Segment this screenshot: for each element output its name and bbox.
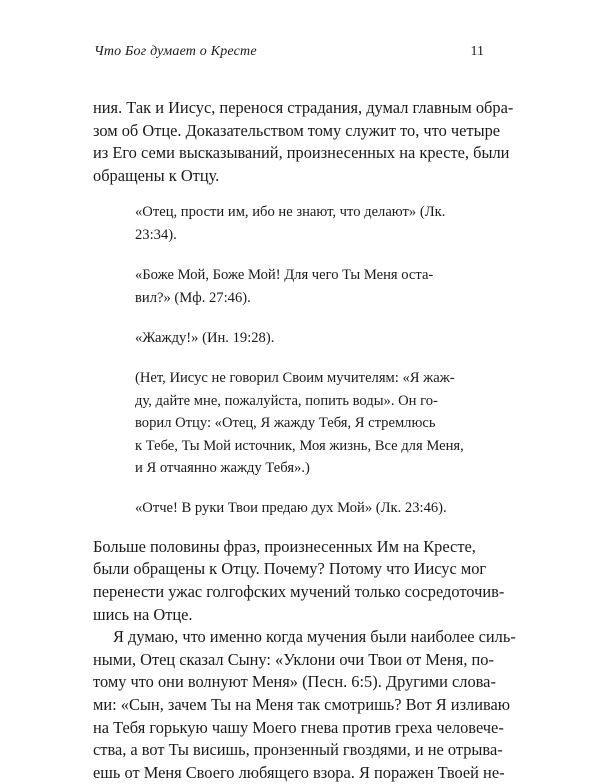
text-line: шись на Отце. <box>93 604 193 624</box>
quote-line: ду, дайте мне, пожалуйста, попить воды». Он го- <box>135 392 438 409</box>
running-head <box>94 44 484 64</box>
text-line: перенести ужас голгофских мучений только сосредоточив- <box>93 582 505 602</box>
quote-line: «Отец, прости им, ибо не знают, что делают» (Лк. <box>135 204 446 221</box>
quote-john-19-28 <box>135 327 485 349</box>
running-head-title: Что Бог думает о Кресте <box>94 44 257 59</box>
body-text <box>93 97 516 784</box>
quote-line: вил?» (Мф. 27:46). <box>135 289 251 306</box>
intro-paragraph <box>93 97 514 187</box>
text-line: Я думаю, что именно когда мучения были наиболее силь- <box>113 627 516 647</box>
text-line: ными, Отец сказал Сыну: «Уклони очи Твои от Меня, по- <box>93 649 494 669</box>
paragraph-more-than-half <box>93 536 505 626</box>
quote-line: (Нет, Иисус не говорил Своим мучителям: «Я жаж- <box>135 370 455 387</box>
quote-line: 23:34). <box>135 226 177 243</box>
quote-line: «Боже Мой, Боже Мой! Для чего Ты Меня оста- <box>135 267 434 284</box>
text-line: тому что они волнуют Меня» (Песн. 6:5). Другими слова- <box>93 672 496 692</box>
text-line: Больше половины фраз, произнесенных Им на Кресте, <box>93 536 476 556</box>
page-number: 11 <box>470 44 484 59</box>
quote-line: «Отче! В руки Твои предаю дух Мой» (Лк. 23:46). <box>135 500 447 517</box>
quote-commentary <box>135 367 485 479</box>
quote-line: «Жажду!» (Ин. 19:28). <box>135 330 275 346</box>
text-line: обращены к Отцу. <box>93 165 220 185</box>
text-line: ми: «Сын, зачем Ты на Меня так смотришь? Вот Я изливаю <box>93 695 511 714</box>
paragraph-i-think <box>93 626 516 784</box>
quote-luke-23-46 <box>135 497 485 519</box>
quote-block <box>135 201 485 519</box>
text-line: были обращены к Отцу. Почему? Потому что Иисус мог <box>93 559 487 579</box>
quote-line: и Я отчаянно жажду Тебя».) <box>135 460 310 477</box>
quote-line: к Тебе, Ты Мой источник, Моя жизнь, Все для Меня, <box>135 437 464 454</box>
text-line: ешь от Меня Своего любящего взора. Я поражен Твоей не- <box>93 762 505 782</box>
quote-matthew-27-46 <box>135 264 485 309</box>
text-line: ния. Так и Иисус, перенося страдания, думал главным обра- <box>93 98 514 117</box>
text-line: на Тебя горькую чашу Моего гнева против греха человече- <box>93 717 504 737</box>
quote-line: ворил Отцу: «Отец, Я жажду Тебя, Я стремлюсь <box>135 415 436 432</box>
text-line: ства, а вот Ты висишь, пронзенный гвоздями, и не отрыва- <box>93 740 503 760</box>
text-line: из Его семи высказываний, произнесенных на кресте, были <box>93 143 510 163</box>
quote-luke-23-34 <box>135 201 485 246</box>
text-line: зом об Отце. Доказательством тому служит то, что четыре <box>93 120 501 140</box>
